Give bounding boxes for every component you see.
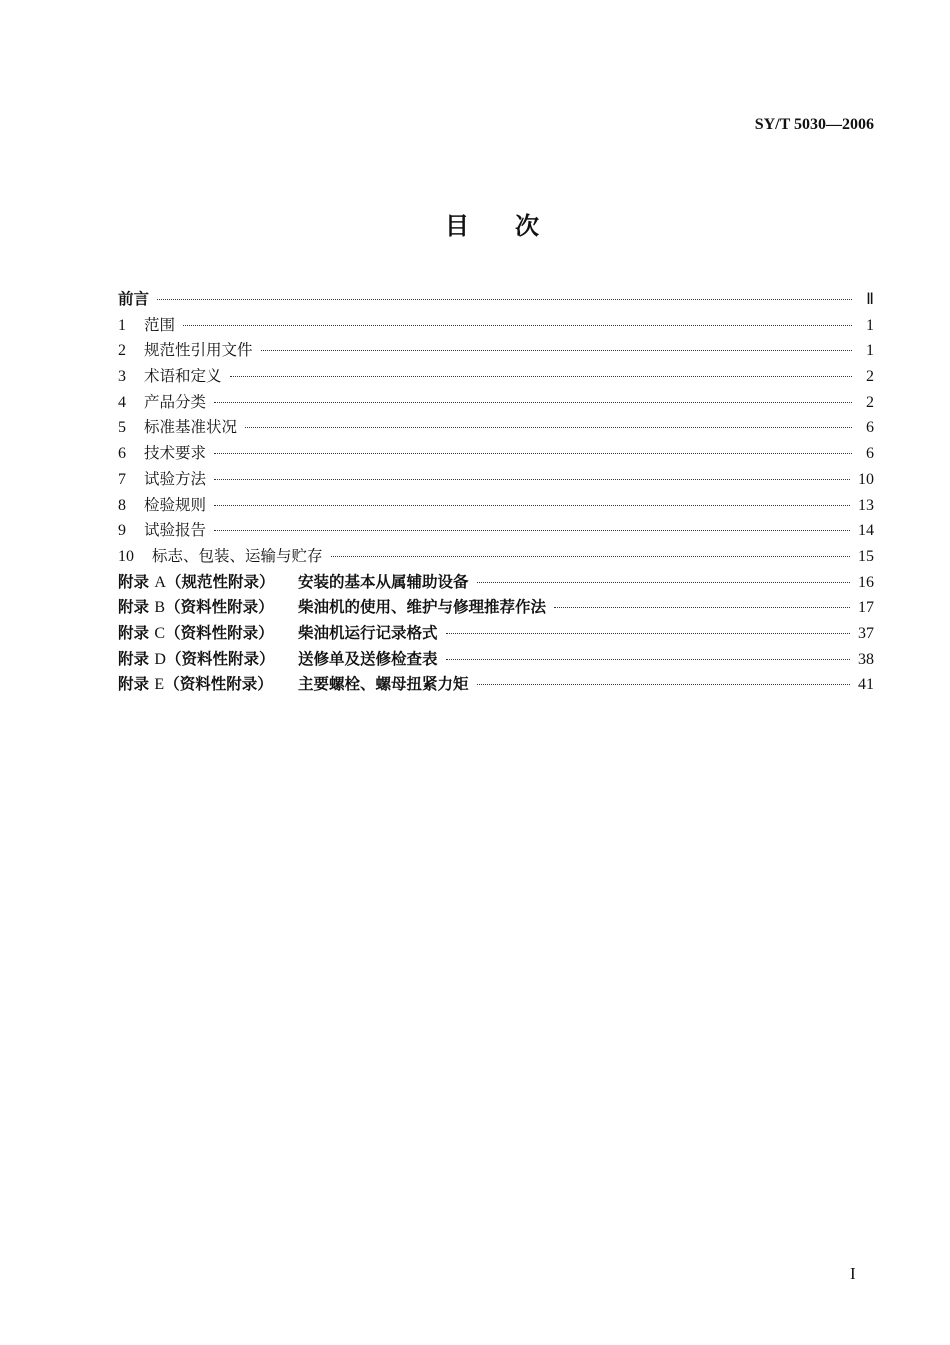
toc-entry-number: 1 bbox=[118, 316, 126, 334]
dot-leader bbox=[157, 299, 852, 300]
toc-entry-2[interactable] bbox=[118, 338, 874, 364]
appendix-designation: 附录 A（规范性附录） bbox=[118, 572, 275, 591]
appendix-designation: 附录 E（资料性附录） bbox=[118, 675, 273, 694]
toc-entry-5[interactable] bbox=[118, 415, 874, 441]
toc-entry-page: 1 bbox=[866, 316, 874, 334]
dot-leader bbox=[477, 582, 850, 583]
toc-entry-label: 检验规则 bbox=[144, 495, 207, 514]
toc-entry-page: 37 bbox=[858, 624, 874, 642]
page-title bbox=[445, 206, 541, 241]
toc-entry-number: 8 bbox=[118, 496, 126, 514]
dot-leader bbox=[214, 402, 852, 403]
appendix-title: 柴油机运行记录格式 bbox=[298, 623, 438, 642]
toc-entry-page: Ⅱ bbox=[866, 291, 874, 308]
toc-entry-page: 2 bbox=[866, 368, 874, 386]
toc-entry-page: 17 bbox=[858, 599, 874, 617]
dot-leader bbox=[214, 453, 852, 454]
toc-appendix-a[interactable] bbox=[118, 570, 874, 596]
toc-entry-page: 10 bbox=[858, 470, 874, 488]
toc-entry-number: 2 bbox=[118, 342, 126, 360]
toc-entry-number: 9 bbox=[118, 522, 126, 540]
toc-entry-9[interactable] bbox=[118, 518, 874, 544]
toc-entry-number: 3 bbox=[118, 368, 126, 386]
toc-entry-page: 38 bbox=[858, 650, 874, 668]
appendix-designation: 附录 C（资料性附录） bbox=[118, 623, 274, 642]
toc-entry-label: 规范性引用文件 bbox=[144, 341, 253, 360]
toc-entry-3[interactable] bbox=[118, 364, 874, 390]
toc-entry-number: 10 bbox=[118, 547, 134, 565]
appendix-designation: 附录 B（资料性附录） bbox=[118, 598, 274, 617]
toc-entry-page: 6 bbox=[866, 445, 874, 463]
table-of-contents bbox=[118, 287, 874, 698]
dot-leader bbox=[554, 607, 850, 608]
dot-leader bbox=[331, 556, 850, 557]
dot-leader bbox=[245, 427, 852, 428]
appendix-title: 安装的基本从属辅助设备 bbox=[298, 572, 469, 591]
toc-entry-label: 试验报告 bbox=[144, 521, 207, 540]
document-code: SY/T 5030—2006 bbox=[754, 116, 874, 133]
page-number: I bbox=[850, 1264, 856, 1283]
appendix-title: 主要螺栓、螺母扭紧力矩 bbox=[298, 675, 469, 694]
toc-entry-preface[interactable] bbox=[118, 287, 874, 313]
toc-entry-number: 4 bbox=[118, 393, 126, 411]
toc-appendix-c[interactable] bbox=[118, 621, 874, 647]
dot-leader bbox=[477, 684, 850, 685]
dot-leader bbox=[261, 350, 852, 351]
toc-entry-page: 14 bbox=[858, 522, 874, 540]
toc-appendix-e[interactable] bbox=[118, 672, 874, 698]
title-char-right: 次 bbox=[515, 212, 541, 240]
toc-entry-page: 41 bbox=[858, 676, 874, 694]
toc-entry-page: 15 bbox=[858, 547, 874, 565]
dot-leader bbox=[183, 325, 852, 326]
dot-leader bbox=[214, 530, 850, 531]
toc-entry-10[interactable] bbox=[118, 544, 874, 570]
toc-entry-page: 1 bbox=[866, 342, 874, 360]
toc-entry-label: 产品分类 bbox=[144, 392, 207, 411]
appendix-title: 送修单及送修检查表 bbox=[298, 649, 438, 668]
dot-leader bbox=[230, 376, 852, 377]
appendix-designation: 附录 D（资料性附录） bbox=[118, 649, 275, 668]
toc-entry-page: 13 bbox=[858, 496, 874, 514]
toc-entry-label: 标准基准状况 bbox=[144, 418, 238, 437]
toc-entry-4[interactable] bbox=[118, 390, 874, 416]
dot-leader bbox=[214, 505, 850, 506]
toc-entry-7[interactable] bbox=[118, 467, 874, 493]
toc-entry-page: 16 bbox=[858, 573, 874, 591]
toc-entry-label: 技术要求 bbox=[144, 444, 207, 463]
toc-appendix-b[interactable] bbox=[118, 595, 874, 621]
toc-entry-label: 术语和定义 bbox=[144, 367, 222, 386]
toc-entry-page: 2 bbox=[866, 393, 874, 411]
appendix-title: 柴油机的使用、维护与修理推荐作法 bbox=[298, 598, 547, 617]
toc-appendix-d[interactable] bbox=[118, 647, 874, 673]
toc-entry-8[interactable] bbox=[118, 493, 874, 519]
toc-entry-label: 试验方法 bbox=[144, 469, 207, 488]
toc-entry-number: 6 bbox=[118, 445, 126, 463]
toc-entry-label: 标志、包装、运输与贮存 bbox=[152, 546, 323, 565]
toc-entry-page: 6 bbox=[866, 419, 874, 437]
toc-entry-label: 范围 bbox=[144, 315, 176, 334]
dot-leader bbox=[446, 633, 850, 634]
toc-entry-1[interactable] bbox=[118, 313, 874, 339]
title-char-left: 目 bbox=[445, 212, 471, 240]
toc-entry-number: 5 bbox=[118, 419, 126, 437]
toc-entry-number: 7 bbox=[118, 470, 126, 488]
dot-leader bbox=[446, 659, 850, 660]
dot-leader bbox=[214, 479, 850, 480]
toc-entry-label: 前言 bbox=[118, 290, 150, 308]
toc-entry-6[interactable] bbox=[118, 441, 874, 467]
